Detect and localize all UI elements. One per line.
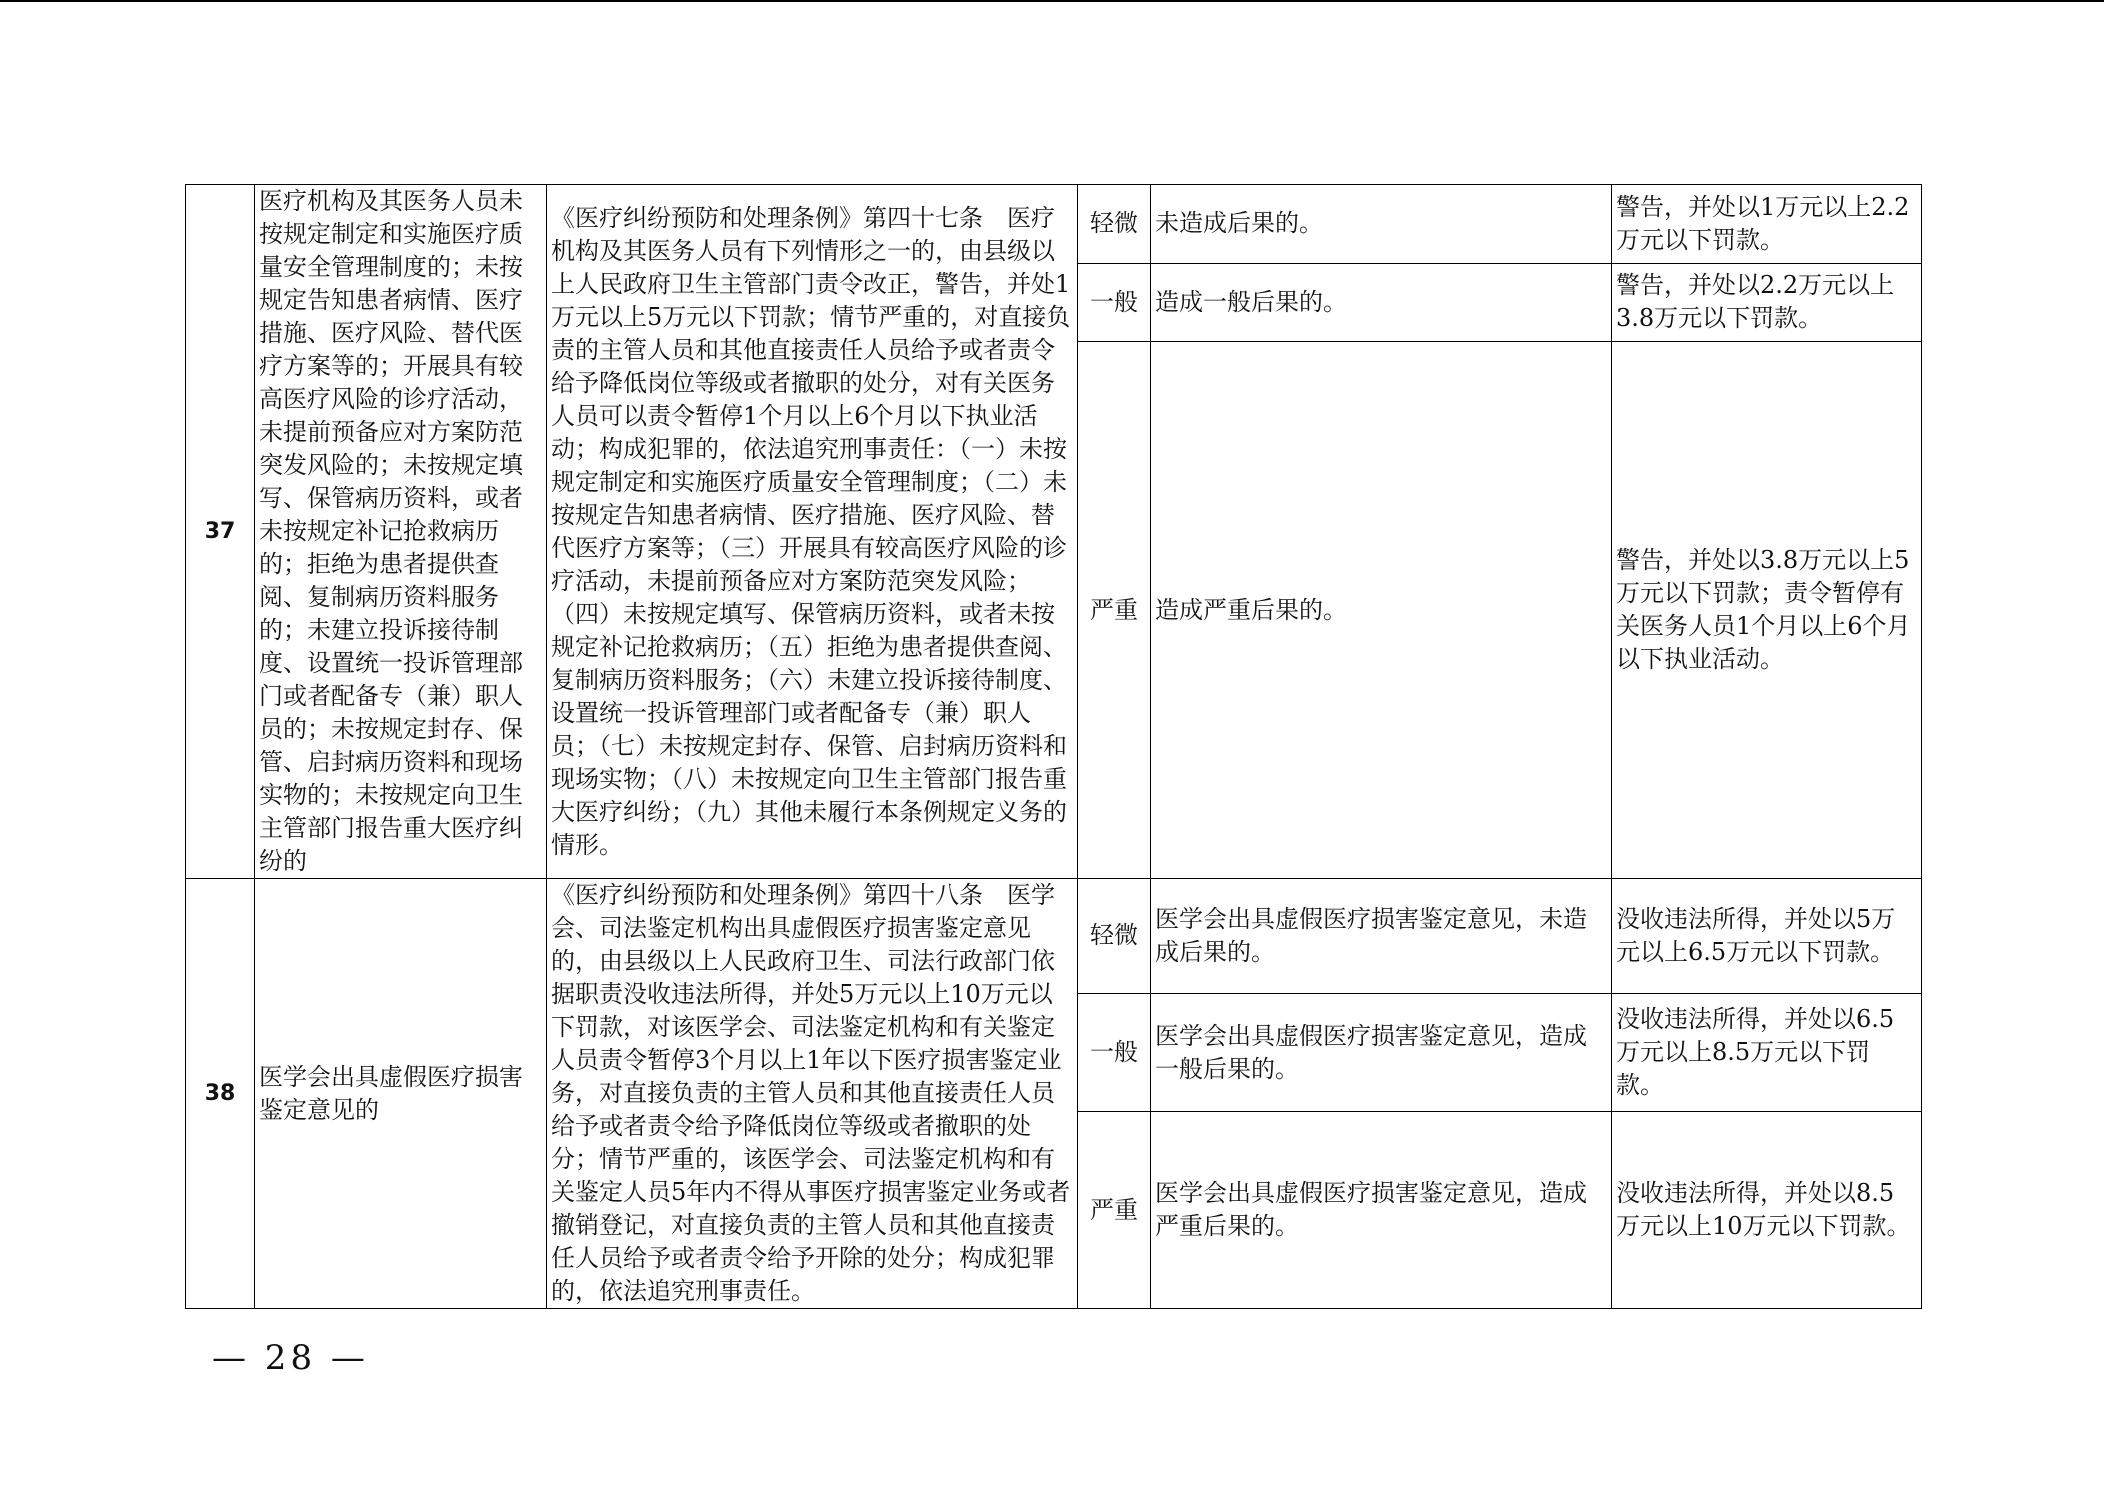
violation-behavior: 医学会出具虚假医疗损害鉴定意见的 bbox=[255, 879, 547, 1309]
circumstance-description: 医学会出具虚假医疗损害鉴定意见，未造成后果的。 bbox=[1151, 879, 1612, 994]
severity-level: 轻微 bbox=[1078, 185, 1151, 264]
page-number: — 28 — bbox=[212, 1338, 369, 1378]
circumstance-description: 造成一般后果的。 bbox=[1151, 263, 1612, 342]
violation-behavior: 医疗机构及其医务人员未按规定制定和实施医疗质量安全管理制度的；未按规定告知患者病情、医疗措施、医疗风险、替代医疗方案等的；开展具有较高医疗风险的诊疗活动，未提前预备应对方案防范突发风险的；未按规定填写、保管病历资料，或者未按规定补记抢救病历的；拒绝为患者提供查阅、复制病历资料服务的；未建立投诉接待制度、设置统一投诉管理部门或者配备专（兼）职人员的；未按规定封存、保管、启封病历资料和现场实物的；未按规定向卫生主管部门报告重大医疗纠纷的 bbox=[255, 185, 547, 879]
circumstance-description: 医学会出具虚假医疗损害鉴定意见，造成严重后果的。 bbox=[1151, 1112, 1612, 1309]
severity-level: 严重 bbox=[1078, 342, 1151, 879]
penalty-standard: 警告，并处以2.2万元以上3.8万元以下罚款。 bbox=[1612, 263, 1922, 342]
severity-level: 轻微 bbox=[1078, 879, 1151, 994]
circumstance-description: 未造成后果的。 bbox=[1151, 185, 1612, 264]
penalty-standard: 没收违法所得，并处以6.5万元以上8.5万元以下罚款。 bbox=[1612, 993, 1922, 1112]
table-row bbox=[186, 185, 1922, 264]
penalty-standard: 警告，并处以3.8万元以上5万元以下罚款；责令暂停有关医务人员1个月以上6个月以下执业活动。 bbox=[1612, 342, 1922, 879]
top-border-line bbox=[0, 0, 2104, 2]
circumstance-description: 医学会出具虚假医疗损害鉴定意见，造成一般后果的。 bbox=[1151, 993, 1612, 1112]
legal-basis: 《医疗纠纷预防和处理条例》第四十八条 医学会、司法鉴定机构出具虚假医疗损害鉴定意见的，由县级以上人民政府卫生、司法行政部门依据职责没收违法所得，并处5万元以上10万元以下罚款，对该医学会、司法鉴定机构和有关鉴定人员责令暂停3个月以上1年以下医疗损害鉴定业务，对直接负责的主管人员和其他直接责任人员给予或者责令给予降低岗位等级或者撤职的处分；情节严重的，该医学会、司法鉴定机构和有关鉴定人员5年内不得从事医疗损害鉴定业务或者撤销登记，对直接负责的主管人员和其他直接责任人员给予或者责令给予开除的处分；构成犯罪的，依法追究刑事责任。 bbox=[547, 879, 1078, 1309]
penalty-standard: 没收违法所得，并处以8.5万元以上10万元以下罚款。 bbox=[1612, 1112, 1922, 1309]
penalty-standard: 没收违法所得，并处以5万元以上6.5万元以下罚款。 bbox=[1612, 879, 1922, 994]
severity-level: 一般 bbox=[1078, 263, 1151, 342]
severity-level: 严重 bbox=[1078, 1112, 1151, 1309]
table-row bbox=[186, 879, 1922, 994]
circumstance-description: 造成严重后果的。 bbox=[1151, 342, 1612, 879]
penalty-standard-table bbox=[185, 184, 1922, 1309]
item-number: 38 bbox=[186, 879, 255, 1309]
legal-basis: 《医疗纠纷预防和处理条例》第四十七条 医疗机构及其医务人员有下列情形之一的，由县级以上人民政府卫生主管部门责令改正，警告，并处1万元以上5万元以下罚款；情节严重的，对直接负责的主管人员和其他直接责任人员给予或者责令给予降低岗位等级或者撤职的处分，对有关医务人员可以责令暂停1个月以上6个月以下执业活动；构成犯罪的，依法追究刑事责任：（一）未按规定制定和实施医疗质量安全管理制度；（二）未按规定告知患者病情、医疗措施、医疗风险、替代医疗方案等；（三）开展具有较高医疗风险的诊疗活动，未提前预备应对方案防范突发风险；（四）未按规定填写、保管病历资料，或者未按规定补记抢救病历；（五）拒绝为患者提供查阅、复制病历资料服务；（六）未建立投诉接待制度、设置统一投诉管理部门或者配备专（兼）职人员；（七）未按规定封存、保管、启封病历资料和现场实物；（八）未按规定向卫生主管部门报告重大医疗纠纷；（九）其他未履行本条例规定义务的情形。 bbox=[547, 185, 1078, 879]
severity-level: 一般 bbox=[1078, 993, 1151, 1112]
item-number: 37 bbox=[186, 185, 255, 879]
penalty-standard: 警告，并处以1万元以上2.2万元以下罚款。 bbox=[1612, 185, 1922, 264]
